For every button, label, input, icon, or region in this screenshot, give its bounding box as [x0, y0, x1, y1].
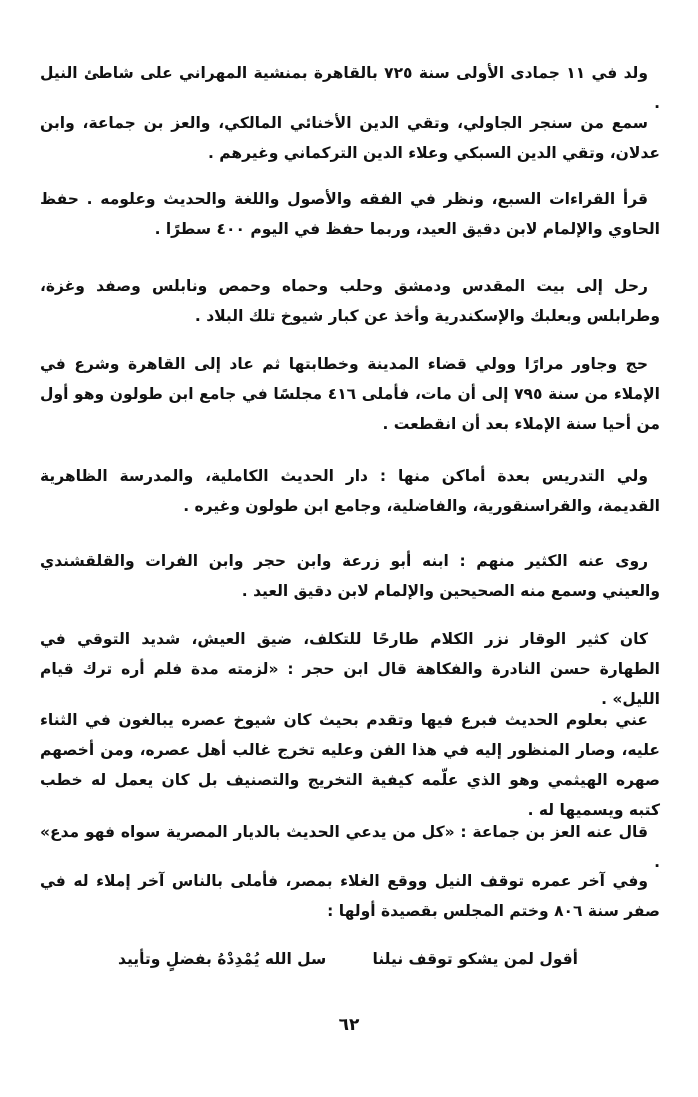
paragraph-studies: قرأ القراءات السبع، ونظر في الفقه والأصول واللغة والحديث وعلومه . حفظ الحاوي والإلمام لابن دقيق العيد، وربما حفظ في اليوم ٤٠٠ سطرًا .: [40, 190, 660, 238]
paragraph-pilgrimage-dictation: حج وجاور مرارًا وولي قضاء المدينة وخطابتها ثم عاد إلى القاهرة وشرع في الإملاء من سنة ٧٩٥ إلى أن مات، فأملى ٤١٦ مجلسًا في جامع ابن طولون وهو أول من أحيا سنة الإملاء بعد أن انقطعت .: [40, 355, 660, 433]
paragraph-teaching-posts: ولي التدريس بعدة أماكن منها : دار الحديث الكاملية، والمدرسة الظاهرية القديمة، والقراسنقورية، والفاضلية، وجامع ابن طولون وغيره .: [40, 467, 660, 515]
paragraph-birth: ولد في ١١ جمادى الأولى سنة ٧٢٥ بالقاهرة بمنشية المهراني على شاطئ النيل .: [40, 64, 660, 112]
paragraph-hadith-mastery: عني بعلوم الحديث فبرع فيها وتقدم بحيث كان شيوخ عصره يبالغون في الثناء عليه، وصار المنظور إليه في هذا الفن وعليه تخرج غالب أهل عصره، ومن أخصهم صهره الهيثمي وهو الذي علّمه كيفية التخريج والتصنيف بل كان يعمل له خطب كتبه ويسميها له .: [40, 711, 660, 819]
verse-first-hemistich: أقول لمن يشكو توقف نيلنا: [372, 950, 578, 968]
page-number: ٦٢: [338, 1015, 360, 1035]
paragraph-teachers: سمع من سنجر الجاولي، وتقي الدين الأخنائي المالكي، والعز بن جماعة، وابن عدلان، وتقي الدين السبكي وعلاء الدين التركماني وغيرهم .: [40, 114, 660, 162]
paragraph-students: روى عنه الكثير منهم : ابنه أبو زرعة وابن حجر وابن الفرات والقلقشندي والعيني وسمع منه الصحيحين والإلمام لابن دقيق العيد .: [40, 552, 660, 600]
paragraph-quote-ibn-jamaa: قال عنه العز بن جماعة : «كل من يدعي الحديث بالديار المصرية سواه فهو مدع» .: [40, 823, 660, 871]
verse-second-hemistich: سل الله يُمْدِدْهُ بفضلٍ وتأييد: [118, 950, 327, 968]
paragraph-travels: رحل إلى بيت المقدس ودمشق وحلب وحماه وحمص ونابلس وصفد وغزة، وطرابلس وبعلبك والإسكندرية وأخذ عن كبار شيوخ تلك البلاد .: [40, 277, 660, 325]
poem-verse: [118, 944, 578, 974]
paragraph-character: كان كثير الوقار نزر الكلام طارحًا للتكلف، ضيق العيش، شديد التوقي في الطهارة حسن النادرة والفكاهة قال ابن حجر : «لزمته مدة فلم أره ترك قيام الليل» .: [40, 630, 660, 708]
paragraph-last-dictation: وفي آخر عمره توقف النيل ووقع الغلاء بمصر، فأملى بالناس آخر إملاء له في صفر سنة ٨٠٦ وختم المجلس بقصيدة أولها :: [40, 872, 660, 920]
